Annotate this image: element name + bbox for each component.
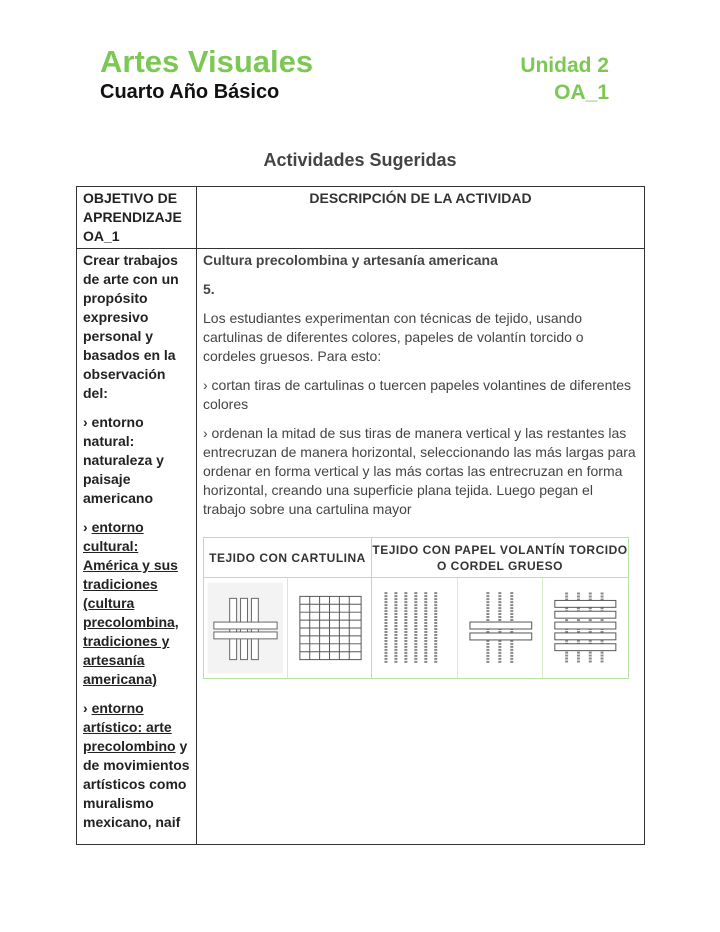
string-vertical-image <box>372 578 458 678</box>
objective-item: › entorno natural: naturaleza y paisaje americano <box>83 414 164 506</box>
cardboard-images <box>204 578 372 678</box>
doc-title: Artes Visuales <box>100 44 314 79</box>
unit-label: Unidad 2 <box>520 54 609 77</box>
activity-title: Cultura precolombina y artesanía americana <box>203 252 498 268</box>
activity-cell <box>197 249 645 845</box>
oa-label: OA_1 <box>554 81 609 104</box>
cardboard-weave-start-image <box>204 578 288 678</box>
objective-cell <box>77 249 197 845</box>
bullet: › <box>83 519 92 535</box>
weaving-figure <box>203 537 629 679</box>
string-images <box>372 578 628 678</box>
figure-label: TEJIDO CON PAPEL VOLANTÍN TORCIDO O CORDEL GRUESO <box>372 538 628 578</box>
objective-item <box>83 518 190 689</box>
col2-header: DESCRIPCIÓN DE LA ACTIVIDAD <box>197 187 645 249</box>
activity-paragraph: › ordenan la mitad de sus tiras de manera vertical y las restantes las entrecruzan de manera horizontal, seleccionando las más largas para ordenar en forma vertical y las más cortas las entrecruzan en forma horizontal, creando una superficie plana tejida. Luego pegan el trabajo sobre una cartulina mayor <box>203 425 636 517</box>
activity-table <box>76 186 645 845</box>
col1-header: OBJETIVO DE APRENDIZAJE OA_1 <box>77 187 197 249</box>
objective-intro: Crear trabajos de arte con un propósito expresivo personal y basados en la observación del: <box>83 252 179 401</box>
string-weave-complete-image <box>543 578 628 678</box>
figure-label: TEJIDO CON CARTULINA <box>204 538 372 578</box>
doc-subtitle: Cuarto Año Básico <box>100 81 280 103</box>
objective-item <box>83 699 190 832</box>
activity-number: 5. <box>203 281 215 297</box>
underlined-text: entorno artístico: arte precolombino <box>83 700 176 754</box>
section-title: Actividades Sugeridas <box>263 150 457 170</box>
text: y de movimientos artísticos como muralismo mexicano, naif <box>83 738 190 830</box>
activity-paragraph: › cortan tiras de cartulinas o tuercen papeles volantines de diferentes colores <box>203 377 632 412</box>
string-weave-start-image <box>458 578 544 678</box>
bullet: › <box>83 700 92 716</box>
cardboard-weave-complete-image <box>288 578 371 678</box>
activity-paragraph: Los estudiantes experimentan con técnicas de tejido, usando cartulinas de diferentes colores, papeles de volantín torcido o cordeles gruesos. Para esto: <box>203 310 584 364</box>
underlined-text: entorno cultural: América y sus tradiciones (cultura precolombina, tradiciones y artesanía americana) <box>83 519 179 687</box>
